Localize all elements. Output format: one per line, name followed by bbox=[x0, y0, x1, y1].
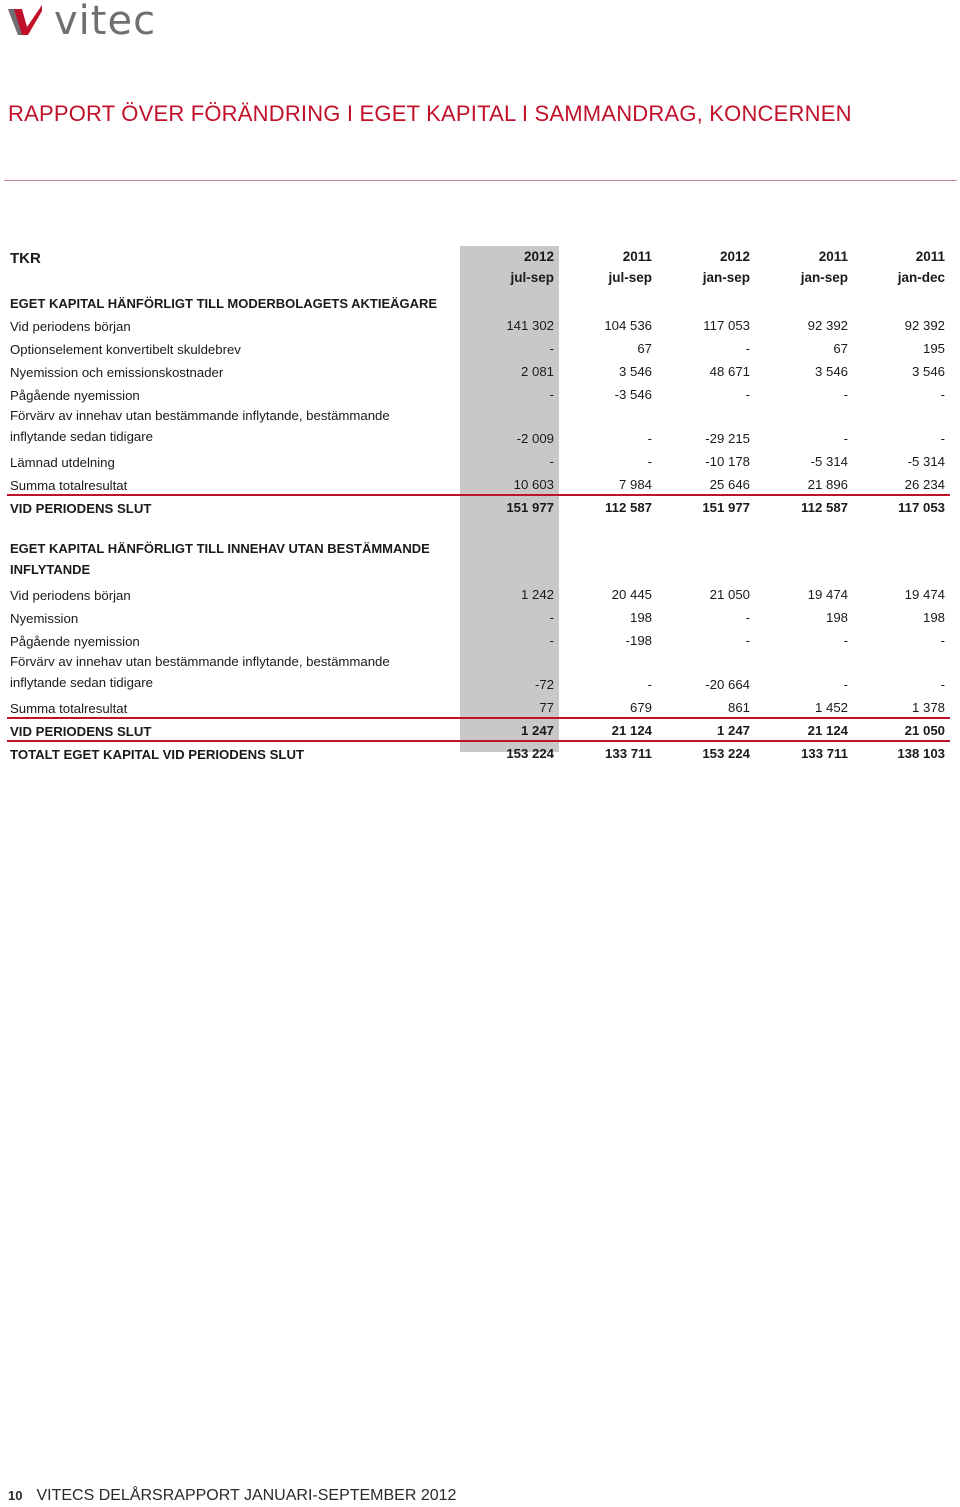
total-row bbox=[0, 718, 960, 741]
column-year: 2011 bbox=[818, 249, 848, 264]
cell-value: 104 536 bbox=[604, 318, 652, 333]
table-row bbox=[0, 336, 960, 359]
page-footer bbox=[8, 1487, 456, 1505]
page-title: RAPPORT ÖVER FÖRÄNDRING I EGET KAPITAL I SAMMANDRAG, KONCERNEN bbox=[8, 101, 852, 126]
column-year: 2011 bbox=[915, 249, 945, 264]
column-year: 2011 bbox=[622, 249, 652, 264]
cell-value: 25 646 bbox=[709, 477, 750, 492]
cell-value: 67 bbox=[833, 341, 848, 356]
cell-value: 92 392 bbox=[807, 318, 848, 333]
cell-value: -72 bbox=[534, 677, 554, 692]
column-period: jul-sep bbox=[608, 270, 652, 285]
cell-value: -5 314 bbox=[907, 454, 945, 469]
row-label: Vid periodens början bbox=[10, 319, 131, 334]
row-label: TOTALT EGET KAPITAL VID PERIODENS SLUT bbox=[10, 747, 305, 762]
cell-value: 679 bbox=[629, 700, 652, 715]
cell-value: - bbox=[940, 431, 945, 446]
table-row bbox=[0, 628, 960, 651]
cell-value: - bbox=[940, 387, 945, 402]
table-row bbox=[0, 359, 960, 382]
cell-value: 861 bbox=[727, 700, 750, 715]
title-divider bbox=[4, 180, 957, 181]
cell-value: - bbox=[843, 677, 848, 692]
cell-value: 138 103 bbox=[897, 746, 945, 761]
cell-value: 153 224 bbox=[702, 746, 750, 761]
cell-value: 117 053 bbox=[898, 500, 945, 515]
cell-value: 151 977 bbox=[702, 500, 750, 515]
footer-text: VITECS DELÅRSRAPPORT JANUARI-SEPTEMBER 2012 bbox=[36, 1487, 457, 1504]
cell-value: -5 314 bbox=[810, 454, 848, 469]
row-label: Förvärv av innehav utan bestämmande inflytande, bestämmande inflytande sedan tidigare bbox=[10, 654, 390, 690]
row-label: Nyemission och emissionskostnader bbox=[10, 365, 224, 380]
cell-value: 21 124 bbox=[611, 723, 652, 738]
cell-value: 198 bbox=[922, 610, 945, 625]
row-label: Optionselement konvertibelt skuldebrev bbox=[10, 342, 241, 357]
cell-value: - bbox=[549, 454, 554, 469]
cell-value: 1 378 bbox=[911, 700, 945, 715]
cell-value: 77 bbox=[539, 700, 554, 715]
cell-value: -10 178 bbox=[705, 454, 750, 469]
column-year: 2012 bbox=[523, 249, 554, 264]
cell-value: - bbox=[940, 633, 945, 648]
cell-value: 198 bbox=[629, 610, 652, 625]
cell-value: 7 984 bbox=[618, 477, 652, 492]
row-label: Summa totalresultat bbox=[10, 478, 128, 493]
total-row bbox=[0, 495, 960, 518]
cell-value: -2 009 bbox=[516, 431, 554, 446]
cell-value: -29 215 bbox=[705, 431, 750, 446]
cell-value: 3 546 bbox=[814, 364, 848, 379]
table-row bbox=[0, 695, 960, 718]
row-label: Vid periodens början bbox=[10, 588, 131, 603]
cell-value: 141 302 bbox=[506, 318, 554, 333]
cell-value: 21 124 bbox=[807, 723, 848, 738]
cell-value: 117 053 bbox=[703, 318, 750, 333]
cell-value: 112 587 bbox=[605, 500, 652, 515]
cell-value: 1 242 bbox=[520, 587, 554, 602]
cell-value: 1 247 bbox=[716, 723, 750, 738]
cell-value: 3 546 bbox=[911, 364, 945, 379]
row-label: Summa totalresultat bbox=[10, 701, 128, 716]
cell-value: 67 bbox=[637, 341, 652, 356]
cell-value: 2 081 bbox=[520, 364, 554, 379]
cell-value: -198 bbox=[625, 633, 652, 648]
cell-value: - bbox=[549, 341, 554, 356]
row-label: Förvärv av innehav utan bestämmande inflytande, bestämmande inflytande sedan tidigare bbox=[10, 408, 390, 444]
cell-value: 112 587 bbox=[801, 500, 848, 515]
cell-value: 1 247 bbox=[520, 723, 554, 738]
cell-value: -20 664 bbox=[705, 677, 750, 692]
cell-value: 21 050 bbox=[904, 723, 945, 738]
table-row bbox=[0, 405, 960, 449]
row-label: VID PERIODENS SLUT bbox=[10, 724, 152, 739]
cell-value: - bbox=[549, 633, 554, 648]
row-label: VID PERIODENS SLUT bbox=[10, 501, 152, 516]
column-period: jan-sep bbox=[702, 270, 750, 285]
cell-value: - bbox=[745, 341, 750, 356]
cell-value: 153 224 bbox=[506, 746, 554, 761]
cell-value: 3 546 bbox=[618, 364, 652, 379]
table-row bbox=[0, 582, 960, 605]
section-heading bbox=[0, 538, 960, 582]
row-label: Lämnad utdelning bbox=[10, 455, 115, 470]
table-row bbox=[0, 651, 960, 695]
cell-value: - bbox=[843, 431, 848, 446]
total-row bbox=[0, 741, 960, 764]
table-header bbox=[0, 246, 960, 290]
cell-value: 133 711 bbox=[605, 746, 652, 761]
cell-value: - bbox=[745, 387, 750, 402]
column-period: jan-dec bbox=[897, 270, 945, 285]
cell-value: - bbox=[843, 633, 848, 648]
cell-value: - bbox=[843, 387, 848, 402]
cell-value: - bbox=[549, 387, 554, 402]
row-label: Pågående nyemission bbox=[10, 634, 140, 649]
vitec-logo-mark-icon bbox=[6, 5, 44, 37]
table-row bbox=[0, 313, 960, 336]
vitec-logo-text: vitec bbox=[54, 0, 157, 44]
cell-value: 21 896 bbox=[807, 477, 848, 492]
table-row bbox=[0, 605, 960, 628]
table-row bbox=[0, 382, 960, 405]
cell-value: 195 bbox=[922, 341, 945, 356]
row-label: Pågående nyemission bbox=[10, 388, 140, 403]
section-heading bbox=[0, 290, 960, 313]
cell-value: 198 bbox=[825, 610, 848, 625]
cell-value: - bbox=[745, 633, 750, 648]
cell-value: 133 711 bbox=[801, 746, 848, 761]
cell-value: - bbox=[940, 677, 945, 692]
column-period: jul-sep bbox=[510, 270, 554, 285]
cell-value: 20 445 bbox=[611, 587, 652, 602]
cell-value: 48 671 bbox=[709, 364, 750, 379]
row-label: EGET KAPITAL HÄNFÖRLIGT TILL MODERBOLAGETS AKTIEÄGARE bbox=[10, 296, 438, 311]
table-row bbox=[0, 449, 960, 472]
cell-value: 19 474 bbox=[904, 587, 945, 602]
cell-value: 92 392 bbox=[904, 318, 945, 333]
cell-value: 151 977 bbox=[506, 500, 554, 515]
row-label: Nyemission bbox=[10, 611, 79, 626]
cell-value: - bbox=[647, 677, 652, 692]
row-label: EGET KAPITAL HÄNFÖRLIGT TILL INNEHAV UTAN BESTÄMMANDE INFLYTANDE bbox=[10, 541, 430, 577]
column-period: jan-sep bbox=[800, 270, 848, 285]
cell-value: - bbox=[549, 610, 554, 625]
cell-value: - bbox=[647, 431, 652, 446]
column-year: 2012 bbox=[719, 249, 750, 264]
unit-label: TKR bbox=[10, 250, 41, 267]
cell-value: 19 474 bbox=[807, 587, 848, 602]
cell-value: 26 234 bbox=[904, 477, 945, 492]
cell-value: 21 050 bbox=[709, 587, 750, 602]
cell-value: 10 603 bbox=[513, 477, 554, 492]
cell-value: 1 452 bbox=[814, 700, 848, 715]
cell-value: -3 546 bbox=[614, 387, 652, 402]
cell-value: - bbox=[745, 610, 750, 625]
vitec-logo bbox=[6, 0, 157, 44]
page-number: 10 bbox=[8, 1488, 23, 1503]
table-row bbox=[0, 472, 960, 495]
cell-value: - bbox=[647, 454, 652, 469]
